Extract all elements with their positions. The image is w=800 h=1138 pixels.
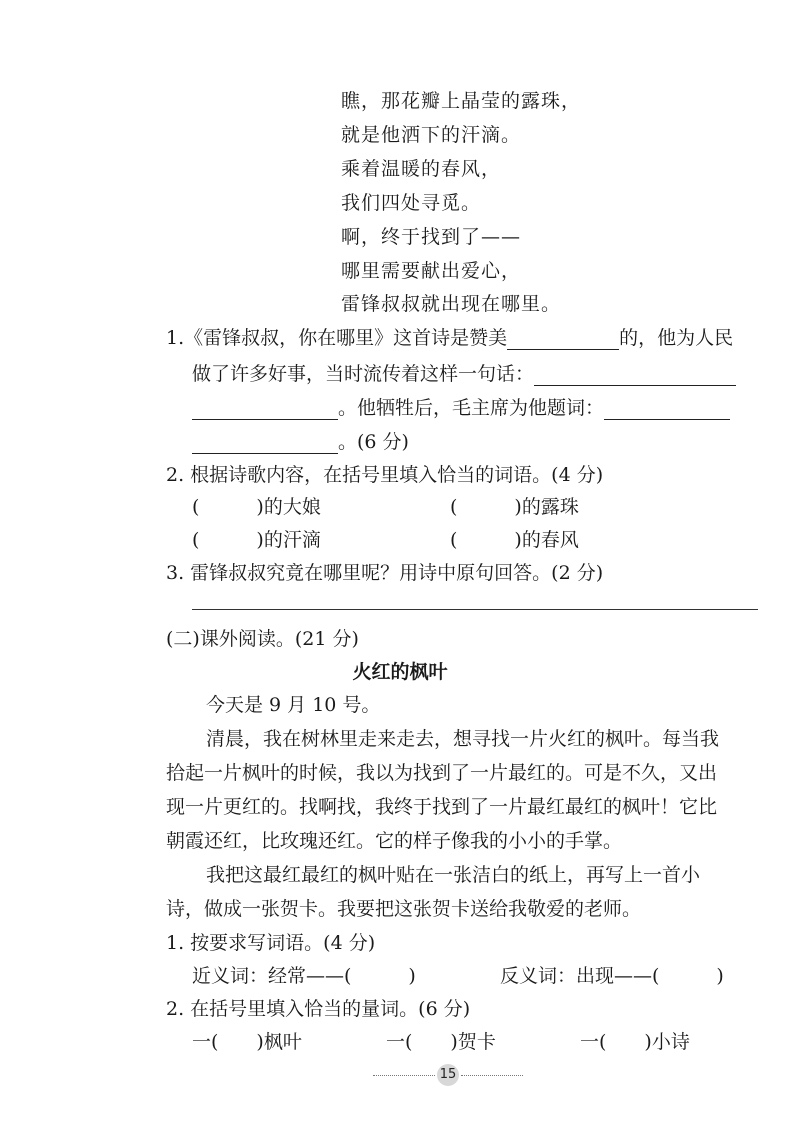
question-1-line-4 [192,427,409,454]
answer-blank[interactable] [604,399,730,420]
article-paragraph: 清晨，我在树林里走来走去，想寻找一片火红的枫叶。每当我 [206,728,720,750]
poem-line: 就是他洒下的汗滴。 [341,124,522,146]
question-1-text-d: 。他牺牲后，毛主席为他题词： [338,397,605,419]
synonym-item[interactable]: 近义词：经常——( ) [192,965,416,987]
measure-word-item[interactable]: 一( )贺卡 [386,1031,496,1053]
footer-divider [373,1075,435,1076]
question-1-line-2 [192,359,736,386]
article-paragraph: 诗，做成一张贺卡。我要把这张贺卡送给我敬爱的老师。 [166,898,642,920]
question-p2-2: 2. 在括号里填入恰当的量词。(6 分) [166,998,471,1020]
fill-item[interactable]: ( )的春风 [450,529,579,551]
question-1-text-c: 做了许多好事，当时流传着这样一句话： [192,363,535,385]
answer-blank[interactable] [507,329,619,350]
article-paragraph: 朝霞还红，比玫瑰还红。它的样子像我的小小的手掌。 [166,830,623,852]
poem-line: 瞧，那花瓣上晶莹的露珠， [341,90,582,112]
fill-item[interactable]: ( )的汗滴 [192,529,321,551]
article-paragraph: 今天是 9 月 10 号。 [206,694,381,716]
poem-line: 我们四处寻觅。 [341,192,482,214]
article-paragraph: 拾起一片枫叶的时候，我以为找到了一片最红的。可是不久，又出 [166,762,718,784]
measure-word-item[interactable]: 一( )小诗 [580,1031,690,1053]
article-title: 火红的枫叶 [352,661,448,683]
poem-line: 雷锋叔叔就出现在哪里。 [341,293,562,315]
article-paragraph: 现一片更红的。找啊找，我终于找到了一片最红最红的枫叶！它比 [166,796,718,818]
fill-item[interactable]: ( )的大娘 [192,496,321,518]
answer-line[interactable] [192,609,758,610]
page-number: 15 [437,1064,459,1086]
answer-blank[interactable] [534,365,736,386]
poem-line: 啊，终于找到了—— [341,226,522,248]
answer-blank[interactable] [192,433,338,454]
antonym-item[interactable]: 反义词：出现——( ) [500,965,724,987]
poem-line: 哪里需要献出爱心， [341,260,522,282]
question-2: 2. 根据诗歌内容，在括号里填入恰当的词语。(4 分) [166,464,604,486]
question-1-text-a: 1.《雷锋叔叔，你在哪里》这首诗是赞美 [166,327,508,349]
poem-line: 乘着温暖的春风， [341,158,502,180]
question-1 [166,323,733,350]
answer-blank[interactable] [192,399,338,420]
article-paragraph: 我把这最红最红的枫叶贴在一张洁白的纸上，再写上一首小 [206,864,701,886]
question-1-text-b: 的，他为人民 [619,327,734,349]
question-p2-1: 1. 按要求写词语。(4 分) [166,932,376,954]
question-1-line-3 [192,393,730,420]
question-1-points: 。(6 分) [338,431,409,453]
question-3: 3. 雷锋叔叔究竟在哪里呢？用诗中原句回答。(2 分) [166,562,604,584]
fill-item[interactable]: ( )的露珠 [450,496,579,518]
section-heading: (二)课外阅读。(21 分) [166,628,359,650]
measure-word-item[interactable]: 一( )枫叶 [192,1031,302,1053]
footer-divider [461,1075,523,1076]
